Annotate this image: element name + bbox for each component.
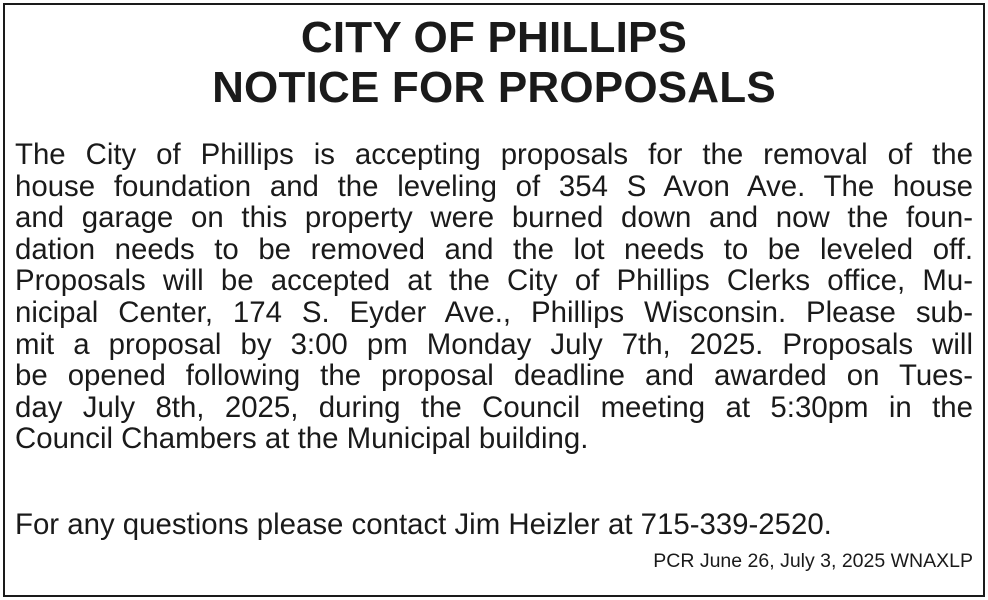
publication-footer: PCR June 26, July 3, 2025 WNAXLP — [653, 550, 973, 572]
body-line: house foundation and the leveling of 354 S Avon Ave. The house — [15, 169, 973, 203]
contact-line: For any questions please contact Jim Heizler at 715-339-2520. — [15, 508, 832, 541]
body-line: dation needs to be removed and the lot needs to be leveled off. — [15, 232, 973, 266]
notice-body — [15, 139, 973, 455]
legal-notice — [3, 3, 985, 597]
title-city: CITY OF PHILLIPS — [300, 13, 688, 62]
body-line: nicipal Center, 174 S. Eyder Ave., Phillips Wisconsin. Please sub- — [15, 295, 973, 329]
title-notice-type: NOTICE FOR PROPOSALS — [212, 63, 776, 112]
body-line: The City of Phillips is accepting proposals for the removal of the — [15, 138, 973, 171]
body-line: be opened following the proposal deadline and awarded on Tues- — [15, 359, 973, 393]
notice-title — [5, 13, 983, 113]
body-line: and garage on this property were burned down and now the foun- — [15, 201, 973, 235]
body-line: Proposals will be accepted at the City of Phillips Clerks office, Mu- — [15, 264, 973, 298]
body-line: mit a proposal by 3:00 pm Monday July 7th, 2025. Proposals will — [15, 327, 973, 361]
body-line: day July 8th, 2025, during the Council meeting at 5:30pm in the — [15, 390, 973, 424]
body-line: Council Chambers at the Municipal building. — [15, 422, 589, 456]
